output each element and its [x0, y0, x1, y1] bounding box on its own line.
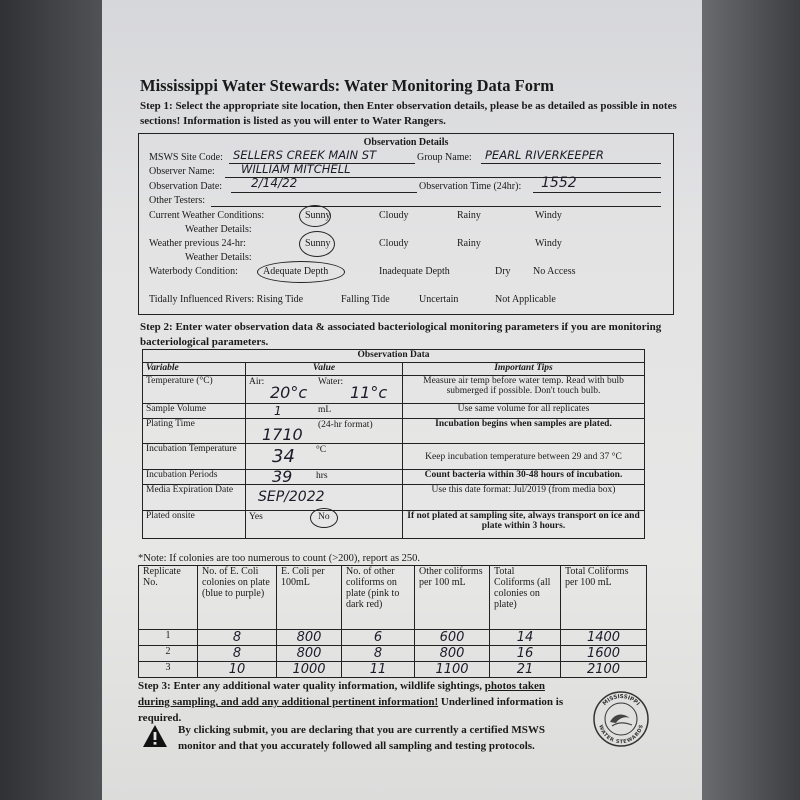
- previous-weather-selected-circle: [299, 231, 335, 257]
- msws-logo: [592, 690, 650, 748]
- previous-weather-cloudy[interactable]: Cloudy: [379, 238, 409, 249]
- replicate-number: 1: [139, 630, 198, 646]
- col-value-header: Value: [246, 363, 403, 376]
- background-right: [700, 0, 800, 800]
- cell-other-per-100ml[interactable]: 600: [415, 630, 490, 646]
- variable-temperature: Temperature (°C): [143, 376, 246, 404]
- cell-total-colonies[interactable]: 16: [490, 646, 561, 662]
- cell-other-colonies[interactable]: 11: [342, 662, 415, 678]
- observation-data-header: Observation Data: [143, 350, 645, 363]
- header-total-coliforms: Total Coliforms (all colonies on plate): [490, 566, 561, 630]
- air-temp-value[interactable]: 20°c: [270, 383, 308, 402]
- value-incubation-periods: [246, 467, 403, 486]
- current-weather-windy[interactable]: Windy: [535, 210, 562, 221]
- incubation-periods-value[interactable]: 39: [272, 467, 293, 486]
- sample-volume-unit: mL: [318, 405, 332, 415]
- header-ecoli-per-100ml: E. Coli per 100mL: [277, 566, 342, 630]
- cell-total-colonies[interactable]: 14: [490, 630, 561, 646]
- value-plated-onsite: [246, 511, 403, 539]
- step3-text: Step 3: Enter any additional water quality information, wildlife sightings,: [138, 680, 485, 692]
- tip-incubation-periods: Count bacteria within 30-48 hours of incubation.: [403, 470, 645, 485]
- waterbody-condition-label: Waterbody Condition:: [149, 266, 238, 277]
- form-title: Mississippi Water Stewards: Water Monitoring Data Form: [140, 76, 555, 95]
- cell-ecoli-per-100ml[interactable]: 800: [277, 630, 342, 646]
- media-expiration-value[interactable]: SEP/2022: [258, 489, 325, 505]
- paper-form: [102, 0, 702, 800]
- value-sample-volume: [246, 404, 403, 419]
- tidal-falling[interactable]: Falling Tide: [341, 294, 390, 305]
- observation-time-line: [533, 192, 661, 193]
- observer-name-label: Observer Name:: [149, 166, 215, 177]
- replicate-number: 3: [139, 662, 198, 678]
- variable-incubation-periods: Incubation Periods: [143, 470, 246, 485]
- cell-ecoli-colonies[interactable]: 10: [198, 662, 277, 678]
- group-name-value[interactable]: PEARL RIVERKEEPER: [485, 148, 604, 162]
- group-name-label: Group Name:: [417, 152, 472, 163]
- other-testers-label: Other Testers:: [149, 195, 206, 206]
- waterbody-inadequate-depth[interactable]: Inadequate Depth: [379, 266, 450, 277]
- plating-time-unit: (24-hr format): [318, 420, 373, 430]
- cell-total-per-100ml[interactable]: 1400: [561, 630, 647, 646]
- cell-other-colonies[interactable]: 8: [342, 646, 415, 662]
- tip-media-expiration: Use this date format: Jul/2019 (from media box): [403, 485, 645, 511]
- waterbody-selected-circle: [257, 261, 345, 283]
- col-variable-header: Variable: [143, 363, 246, 376]
- current-weather-sunny[interactable]: Sunny: [305, 210, 331, 221]
- cell-other-per-100ml[interactable]: 800: [415, 646, 490, 662]
- observation-data-table: [142, 349, 645, 539]
- incubation-temperature-unit: °C: [316, 445, 327, 455]
- header-other-coliforms-per-100ml: Other coliforms per 100 mL: [415, 566, 490, 630]
- tip-plated-onsite: If not plated at sampling site, always transport on ice and plate within 3 hours.: [403, 511, 645, 539]
- logo-bottom-text: WATER STEWARDS: [597, 724, 645, 746]
- table-row: [139, 646, 647, 662]
- cell-total-colonies[interactable]: 21: [490, 662, 561, 678]
- cell-ecoli-colonies[interactable]: 8: [198, 630, 277, 646]
- table-row: [139, 662, 647, 678]
- current-weather-rainy[interactable]: Rainy: [457, 210, 481, 221]
- group-name-line: [481, 163, 661, 164]
- cell-ecoli-per-100ml[interactable]: 1000: [277, 662, 342, 678]
- variable-plating-time: Plating Time: [143, 419, 246, 444]
- header-total-coliforms-per-100ml: Total Coliforms per 100 mL: [561, 566, 647, 630]
- cell-other-colonies[interactable]: 6: [342, 630, 415, 646]
- tidal-not-applicable[interactable]: Not Applicable: [495, 294, 556, 305]
- header-other-coliform-colonies: No. of other coliforms on plate (pink to dark red): [342, 566, 415, 630]
- previous-weather-rainy[interactable]: Rainy: [457, 238, 481, 249]
- sample-volume-value[interactable]: 1: [274, 404, 282, 418]
- tip-plating-time: Incubation begins when samples are plated.: [403, 419, 645, 444]
- colonies-note: *Note: If colonies are too numerous to count (>200), report as 250.: [138, 553, 421, 564]
- waterbody-dry[interactable]: Dry: [495, 266, 511, 277]
- observation-date-label: Observation Date:: [149, 181, 223, 192]
- tip-incubation-temperature: Keep incubation temperature between 29 and 37 °C: [403, 444, 645, 470]
- previous-weather-details-label: Weather Details:: [185, 252, 252, 263]
- svg-text:WATER STEWARDS: [597, 724, 645, 745]
- previous-weather-sunny[interactable]: Sunny: [305, 238, 331, 249]
- value-media-expiration: [246, 485, 403, 511]
- tip-sample-volume: Use same volume for all replicates: [403, 404, 645, 419]
- header-replicate-no: Replicate No.: [139, 566, 198, 630]
- step3-underlined: photos taken during sampling, and add any additional pertinent information!: [138, 680, 545, 708]
- observation-date-line: [231, 192, 417, 193]
- site-code-label: MSWS Site Code:: [149, 152, 223, 163]
- step3-instructions: [138, 678, 578, 726]
- observation-date-value[interactable]: 2/14/22: [251, 176, 298, 190]
- previous-weather-label: Weather previous 24-hr:: [149, 238, 246, 249]
- tip-temperature: Measure air temp before water temp. Read with bulb submerged if possible. Don't touch bulb.: [403, 376, 645, 404]
- cell-total-per-100ml[interactable]: 2100: [561, 662, 647, 678]
- certification-warning: By clicking submit, you are declaring that you are currently a certified MSWS monitor and that you accurately followed all sampling and testing protocols.: [178, 724, 545, 752]
- current-weather-label: Current Weather Conditions:: [149, 210, 265, 221]
- variable-plated-onsite: Plated onsite: [143, 511, 246, 539]
- variable-media-expiration: Media Expiration Date: [143, 485, 246, 511]
- observation-details-box: [138, 133, 674, 315]
- plated-no-selected-circle: [310, 508, 338, 528]
- observation-time-value[interactable]: 1552: [541, 175, 577, 191]
- current-weather-selected-circle: [299, 205, 331, 227]
- table-row: [139, 630, 647, 646]
- background-left: [0, 0, 102, 800]
- value-temperature: [246, 376, 403, 404]
- incubation-temperature-value[interactable]: 34: [272, 446, 295, 467]
- replicate-table: [138, 565, 647, 678]
- step2-instructions: Step 2: Enter water observation data & associated bacteriological monitoring parameters if you are monitoring bacteriological parameters.: [140, 321, 662, 348]
- warning-icon: [142, 724, 168, 748]
- plated-yes-option[interactable]: Yes: [249, 512, 263, 522]
- observer-name-value[interactable]: WILLIAM MITCHELL: [241, 162, 351, 176]
- tidal-uncertain[interactable]: Uncertain: [419, 294, 459, 305]
- previous-weather-windy[interactable]: Windy: [535, 238, 562, 249]
- plated-no-option[interactable]: No: [318, 512, 330, 522]
- incubation-periods-unit: hrs: [316, 471, 328, 481]
- cell-total-per-100ml[interactable]: 1600: [561, 646, 647, 662]
- col-tips-header: Important Tips: [403, 363, 645, 376]
- plating-time-value[interactable]: 1710: [262, 425, 303, 444]
- waterbody-adequate-depth[interactable]: Adequate Depth: [263, 266, 329, 277]
- value-plating-time: [246, 419, 403, 444]
- replicate-number: 2: [139, 646, 198, 662]
- water-temp-value[interactable]: 11°c: [350, 383, 388, 402]
- step1-instructions: Step 1: Select the appropriate site location, then Enter observation details, please be as detailed as possible in notes sections! Information is listed as you will enter to Water Rangers.: [140, 100, 677, 127]
- variable-sample-volume: Sample Volume: [143, 404, 246, 419]
- tidal-label: Tidally Influenced Rivers: Rising Tide: [149, 294, 304, 305]
- cell-ecoli-per-100ml[interactable]: 800: [277, 646, 342, 662]
- variable-incubation-temperature: Incubation Temperature: [143, 444, 246, 470]
- cell-other-per-100ml[interactable]: 1100: [415, 662, 490, 678]
- current-weather-details-label: Weather Details:: [185, 224, 252, 235]
- cell-ecoli-colonies[interactable]: 8: [198, 646, 277, 662]
- header-ecoli-colonies: No. of E. Coli colonies on plate (blue to purple): [198, 566, 277, 630]
- waterbody-no-access[interactable]: No Access: [533, 266, 576, 277]
- observation-details-header: Observation Details: [363, 137, 449, 148]
- value-incubation-temperature: [246, 444, 403, 470]
- logo-top-text: MISSISSIPPI: [601, 693, 641, 708]
- air-label: Air:: [249, 377, 265, 387]
- water-label: Water:: [318, 377, 344, 387]
- other-testers-line: [211, 206, 661, 207]
- observation-time-label: Observation Time (24hr):: [419, 181, 522, 192]
- current-weather-cloudy[interactable]: Cloudy: [379, 210, 409, 221]
- site-code-value[interactable]: SELLERS CREEK MAIN ST: [233, 148, 377, 162]
- step3-required-note: Underlined information is required.: [138, 696, 564, 724]
